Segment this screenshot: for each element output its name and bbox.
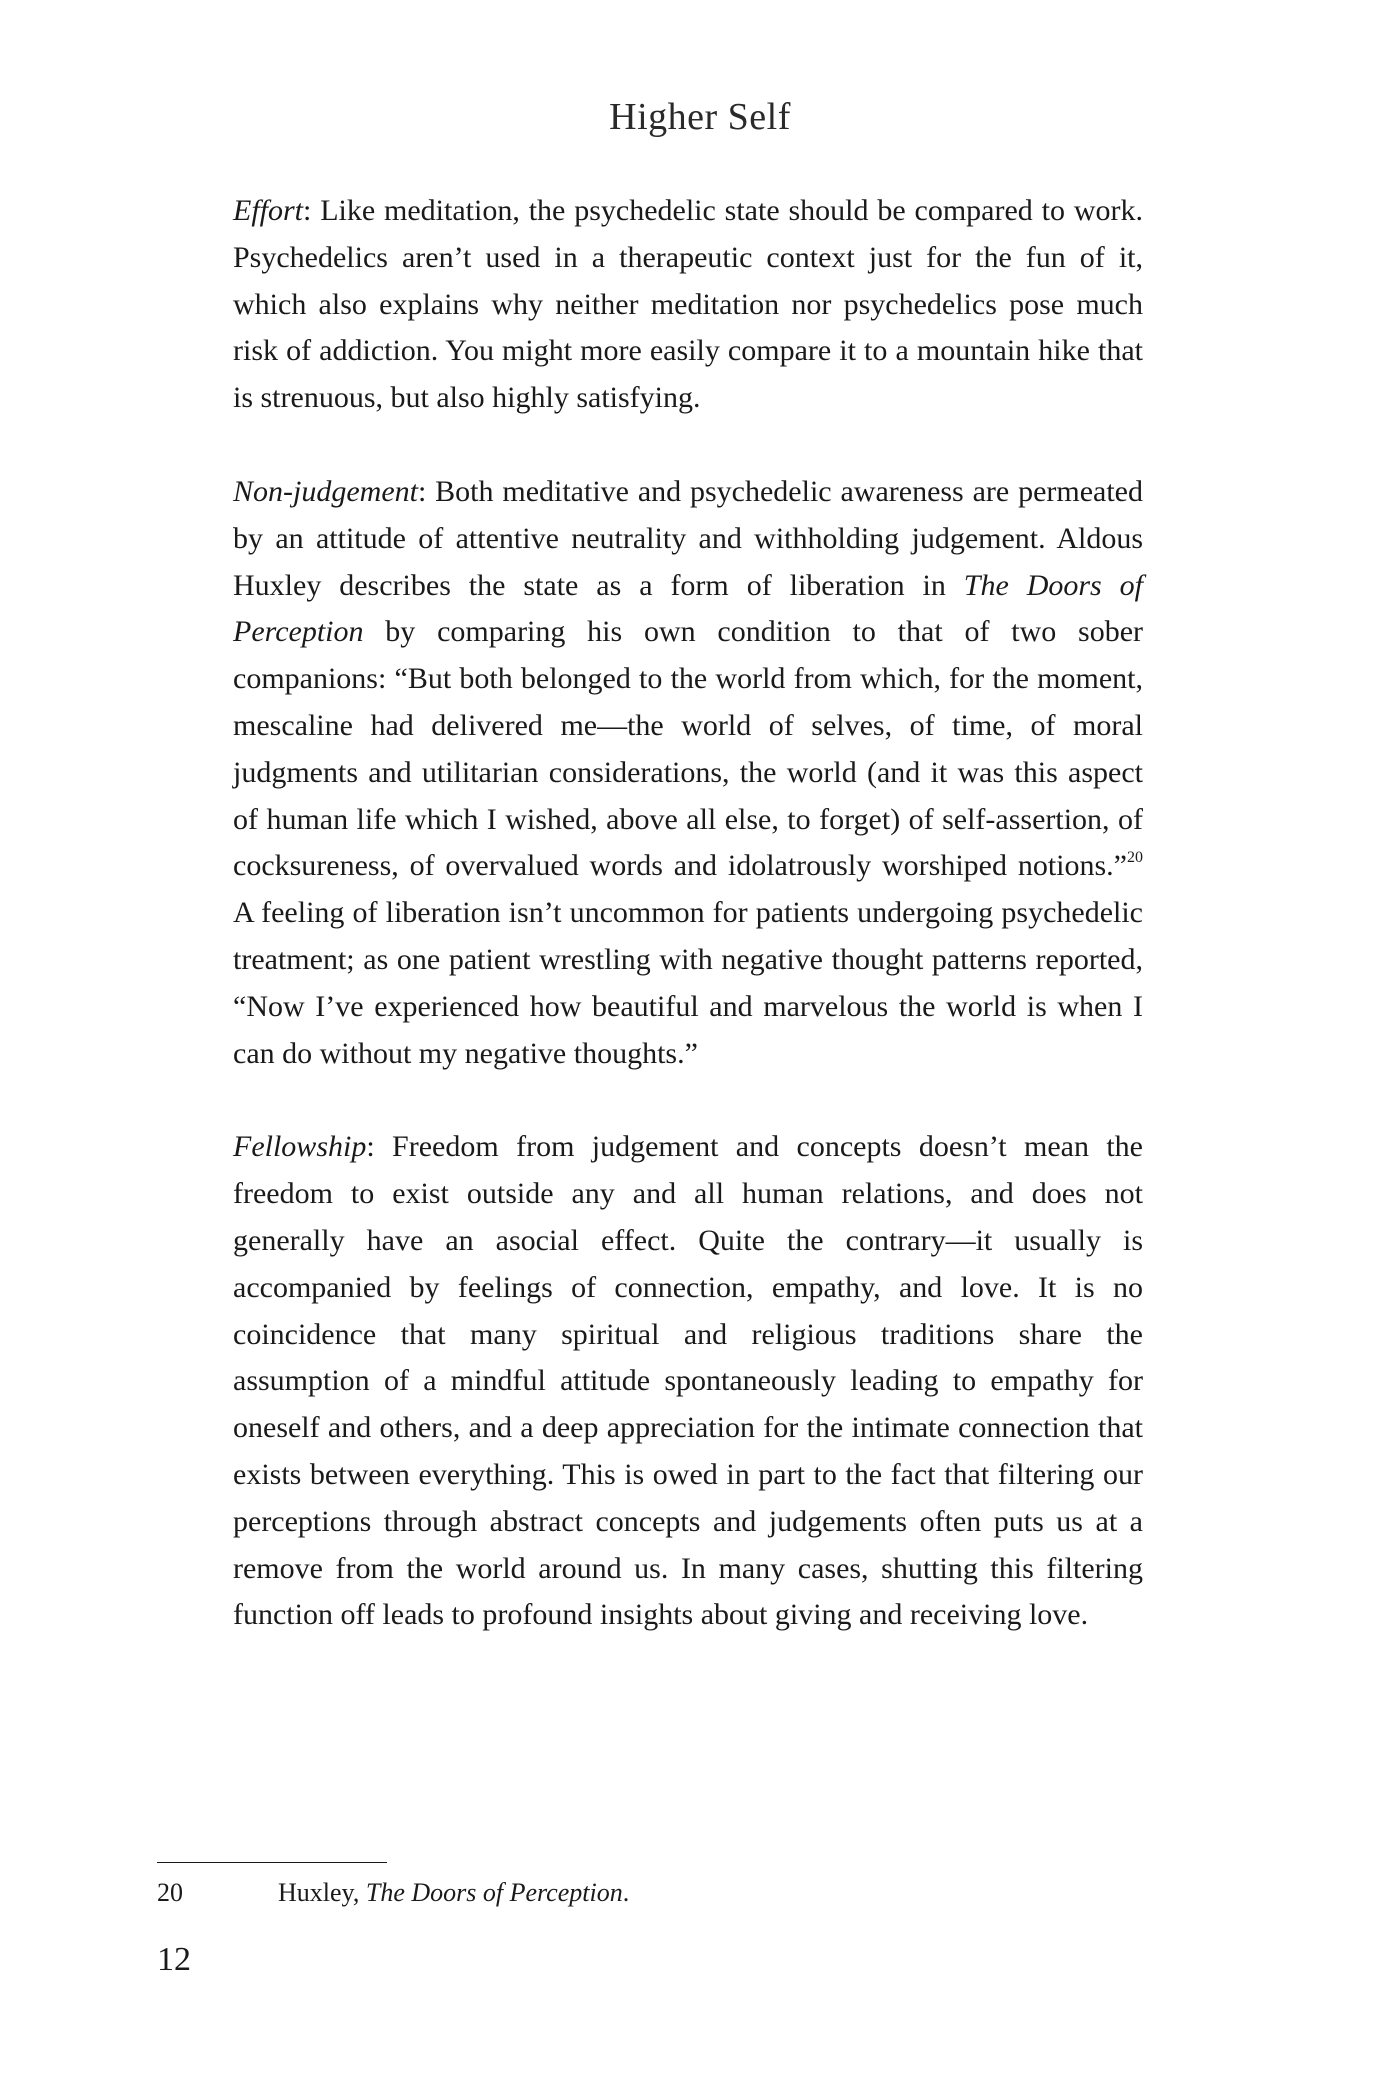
footnote-divider (157, 1862, 387, 1863)
term-non-judgement: Non-judgement (233, 474, 418, 508)
paragraph-non-judgement-text-a: : Both meditative and psychedelic awareness are permeated by an attitude of attentive neutrality and withholding judgement. Aldous Huxley describes the state as a form of liberation in (233, 474, 1143, 602)
term-effort: Effort (233, 194, 304, 227)
footnote-reference: 20 (1127, 849, 1143, 867)
paragraph-fellowship-text: : Freedom from judgement and concepts doesn’t mean the freedom to exist outside any and all human relations, and does not generally have an asocial effect. Quite the contrary—it usually is accompanied by feelings of connection, empathy, and love. It is no coincidence that many spiritual and religious traditions share the assumption of a mindful attitude spontaneously leading to empathy for oneself and others, and a deep appreciation for the intimate connection that exists between everything. This is owed in part to the fact that filtering our perceptions through abstract concepts and judgements often puts us at a remove from the world around us. In many cases, shutting this filtering function off leads to profound insights about giving and receiving love. (233, 1130, 1143, 1632)
paragraph-non-judgement-text-c: A feeling of liberation isn’t uncommon for patients undergoing psychedelic treatment; as one patient wrestling with negative thought patterns reported, “Now I’ve experienced how beautiful and marvelous the world is when I can do without my negative thoughts.” (233, 896, 1143, 1070)
paragraph-fellowship (233, 1124, 1143, 1639)
footnote (157, 1875, 1157, 1911)
footnote-author: Huxley, (278, 1878, 366, 1907)
page-number: 12 (157, 1941, 191, 1978)
term-fellowship: Fellowship (233, 1130, 367, 1164)
footnote-end: . (622, 1878, 630, 1907)
footnote-number: 20 (157, 1878, 183, 1907)
paragraph-effort-text: : Like meditation, the psychedelic state should be compared to work. Psychedelics aren’t used in a therapeutic context just for the fun of it, which also explains why neither meditation nor psychedelics pose much risk of addiction. You might more easily compare it to a mountain hike that is strenuous, but also highly satisfying. (233, 194, 1143, 415)
running-head-title: Higher Self (609, 96, 791, 138)
footnote-book-title: The Doors of Perception (365, 1878, 623, 1907)
book-title-inline: The Doors of Perception (233, 568, 1143, 649)
paragraph-non-judgement (233, 469, 1143, 1077)
paragraph-non-judgement-text-b: by comparing his own condition to that of two sober companions: “But both belonged to the world from which, for the moment, mescaline had delivered me—the world of selves, of time, of moral judgments and utilitarian considerations, the world (and it was this aspect of human life which I wished, above all else, to forget) of self-assertion, of cocksureness, of overvalued words and idolatrously worshiped notions.” (233, 615, 1143, 883)
paragraph-effort (233, 188, 1143, 422)
main-text (233, 188, 1143, 1639)
